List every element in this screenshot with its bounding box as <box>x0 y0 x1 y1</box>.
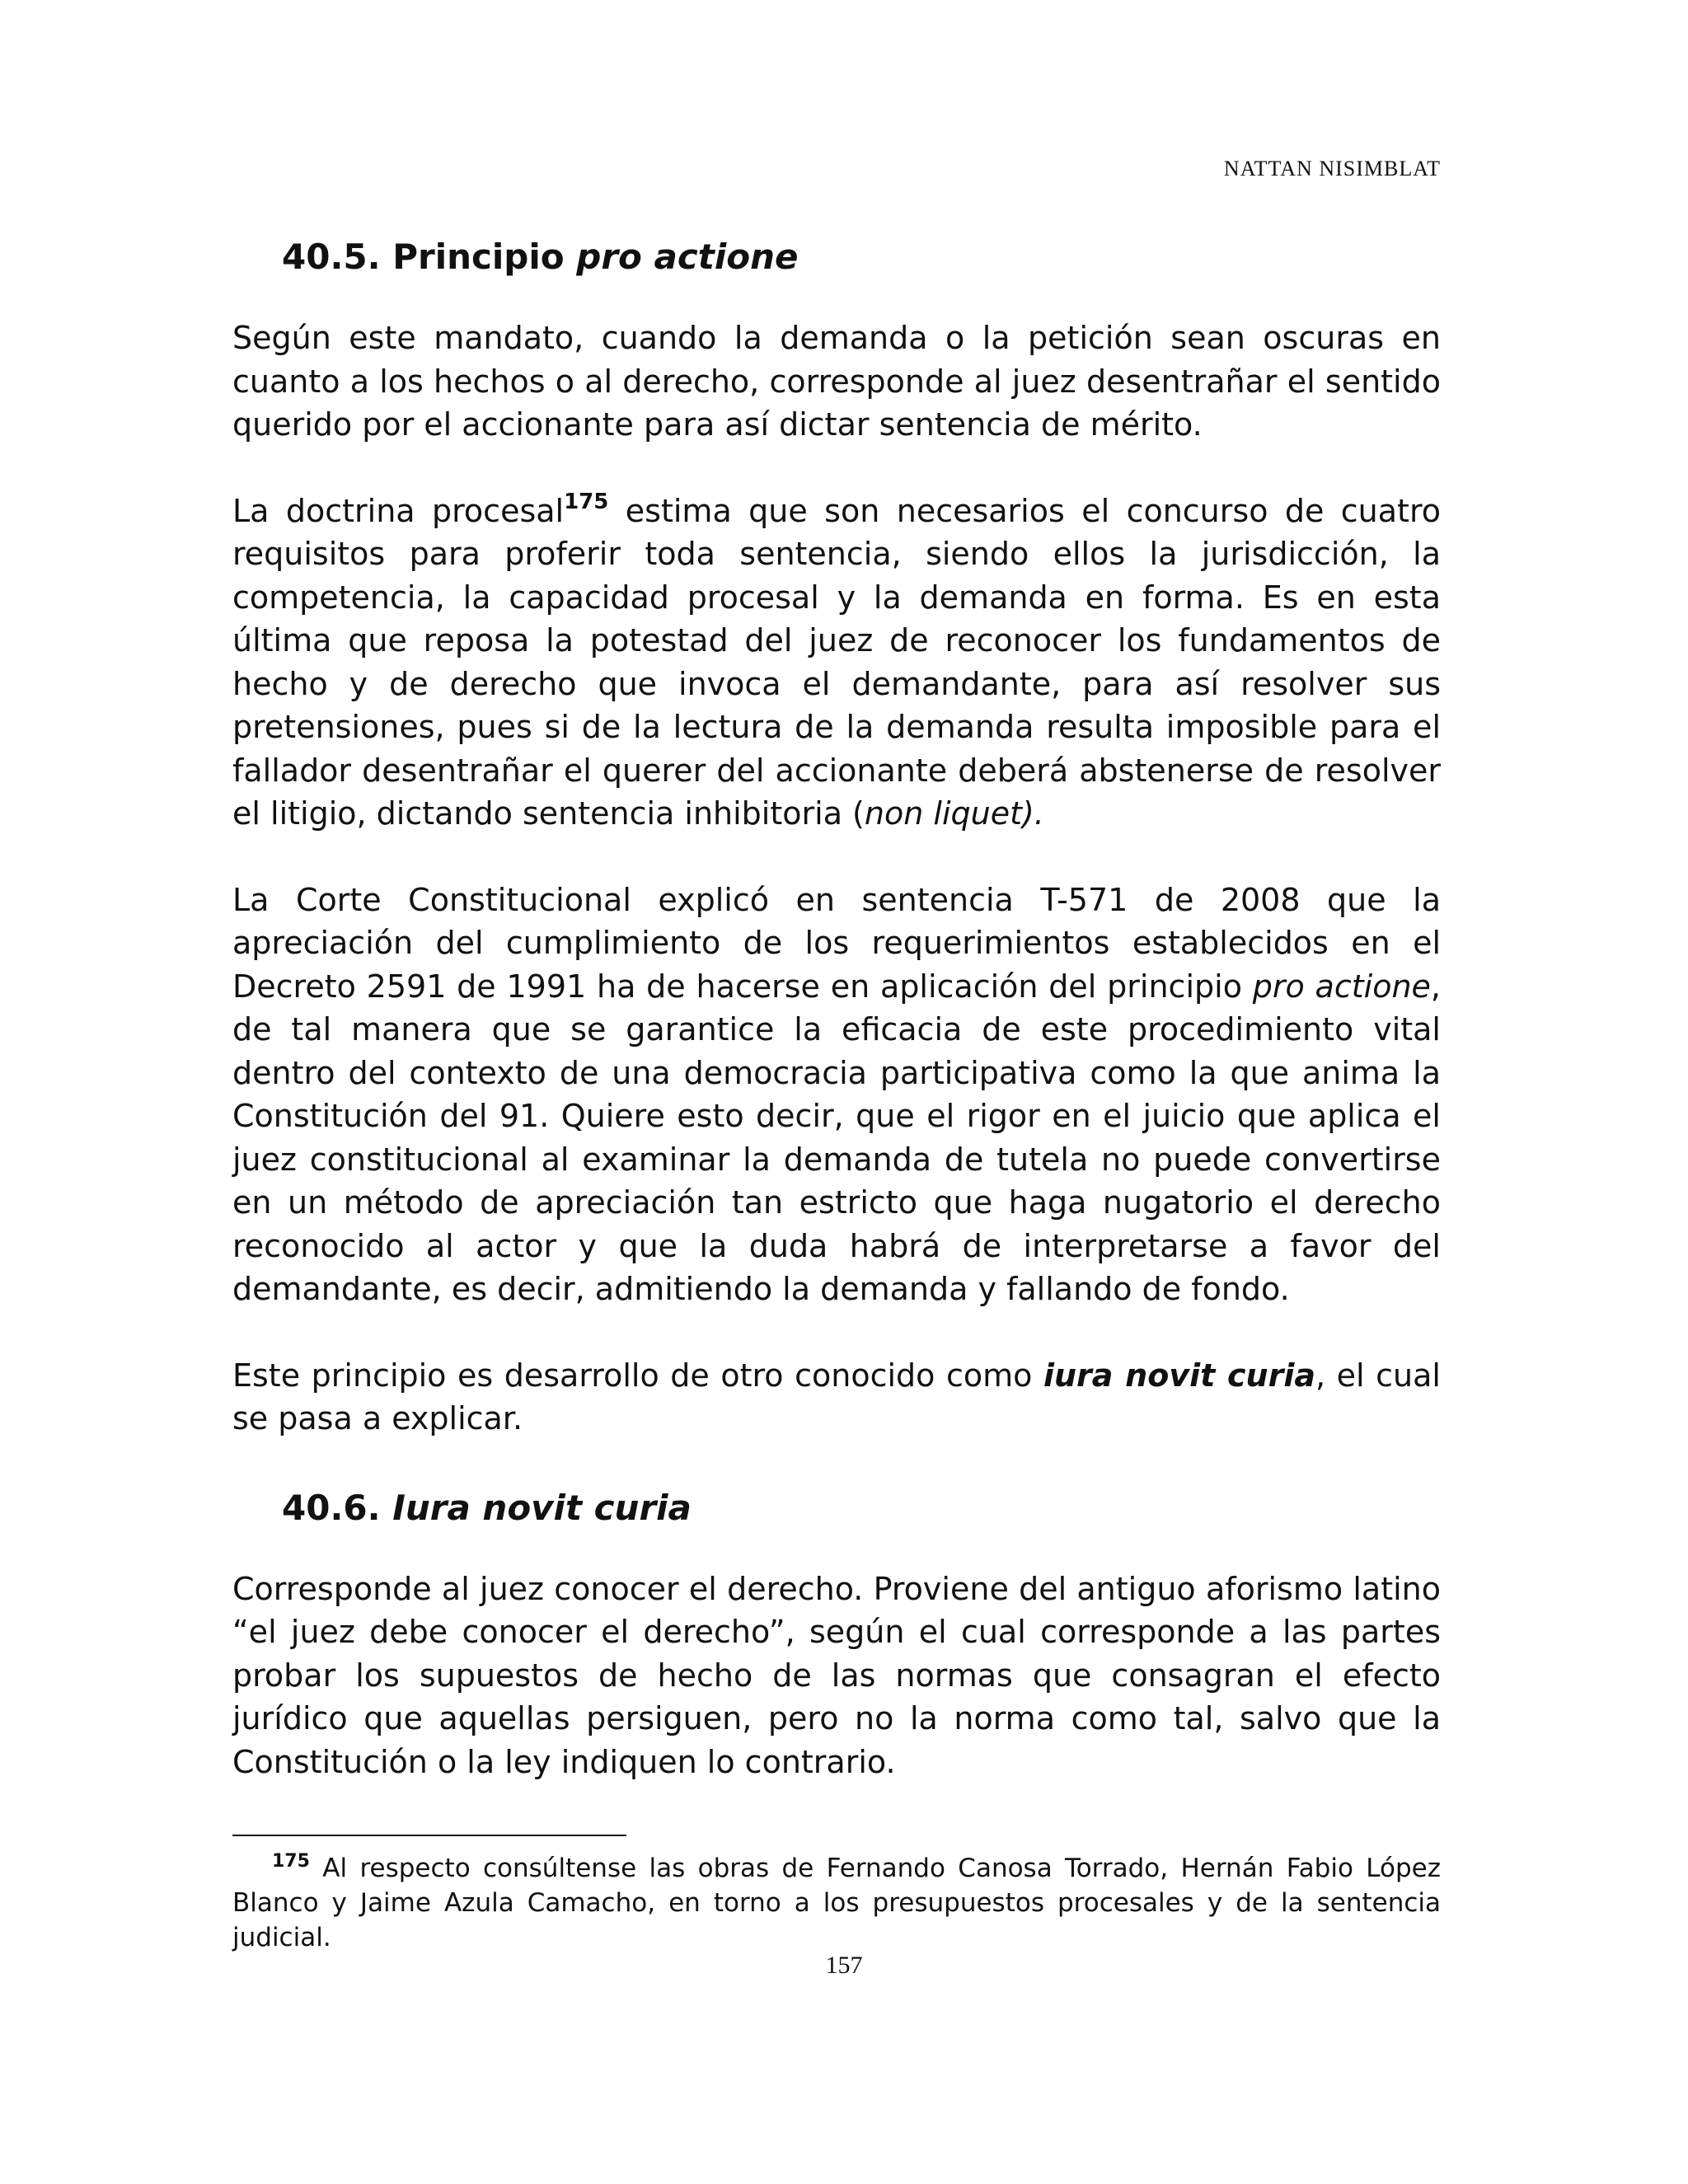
paragraph-text: , de tal manera que se garantice la eficacia de este procedimiento vital dentro del contexto de una democracia participativa como la que anima la Constitución del 91. Quiere esto decir, que el rigor en el juicio que aplica el juez constitucional al examinar la demanda de tutela no puede convertirse en un método de apreciación tan estricto que haga nugatorio el derecho reconocido al actor y que la duda habrá de interpretarse a favor del demandante, es decir, admitiendo la demanda y fallando de fondo. <box>232 968 1441 1307</box>
section-title-italic: pro actione <box>576 237 799 277</box>
paragraph-text: estima que son necesarios el concurso de cuatro requisitos para proferir toda sentencia, siendo ellos la jurisdicción, la competencia, la capacidad procesal y la demanda en forma. Es en esta última que reposa la potestad del juez de reconocer los fundamentos de hecho y de derecho que invoca el demandante, para así resolver sus pretensiones, pues si de la lectura de la demanda resulta imposible para el fallador desentrañar el querer del accionante deberá abstenerse de resolver el litigio, dictando sentencia inhibitoria ( <box>232 492 1441 832</box>
section-number: 40.6. <box>282 1487 381 1528</box>
paragraph-text: Este principio es desarrollo de otro conocido como <box>232 1357 1043 1394</box>
paragraph <box>232 1354 1441 1441</box>
paragraph-italic: non liquet). <box>864 795 1044 832</box>
page-number: 157 <box>825 1952 863 1979</box>
footnote-separator <box>232 1835 626 1836</box>
paragraph-text: La doctrina procesal <box>232 492 565 529</box>
paragraph: Corresponde al juez conocer el derecho. Proviene del antiguo aforismo latino “el juez debe conocer el derecho”, según el cual corresponde a las partes probar los supuestos de hecho de las normas que consagran el efecto jurídico que aquellas persiguen, pero no la norma como tal, salvo que la Constitución o la ley indiquen lo contrario. <box>232 1570 1441 1780</box>
paragraph <box>232 490 1441 836</box>
paragraph-text: La Corte Constitucional explicó en sentencia T-571 de 2008 que la apreciación del cumplimiento de los requerimientos establecidos en el Decreto 2591 de 1991 ha de hacerse en aplicación del principio <box>232 881 1441 1005</box>
paragraph <box>232 879 1441 1311</box>
footnote-mark: 175 <box>272 1851 310 1872</box>
section-title: Principio <box>392 237 565 277</box>
paragraph-text: , el cual se pasa a explicar. <box>232 1357 1441 1436</box>
section-heading-40-6 <box>282 1482 1441 1535</box>
section-number: 40.5. <box>282 237 381 277</box>
footnote-reference[interactable]: 175 <box>564 489 609 514</box>
footnote-text: Al respecto consúltense las obras de Fernando Canosa Torrado, Hernán Fabio López Blanco y Jaime Azula Camacho, en torno a los presupuestos procesales y de la sentencia judicial. <box>232 1854 1441 1952</box>
footnote <box>232 1851 1441 1955</box>
section-title-italic: Iura novit curia <box>392 1487 692 1528</box>
paragraph-italic: pro actione <box>1252 968 1431 1005</box>
section-heading-40-5 <box>282 231 1441 284</box>
paragraph-bold-italic: iura novit curia <box>1043 1357 1315 1394</box>
paragraph: Según este mandato, cuando la demanda o la petición sean oscuras en cuanto a los hechos o al derecho, corresponde al juez desentrañar el sentido querido por el accionante para así dictar sentencia de mérito. <box>232 320 1441 443</box>
running-header: NATTAN NISIMBLAT <box>1223 157 1441 180</box>
main-content <box>232 231 1441 1783</box>
